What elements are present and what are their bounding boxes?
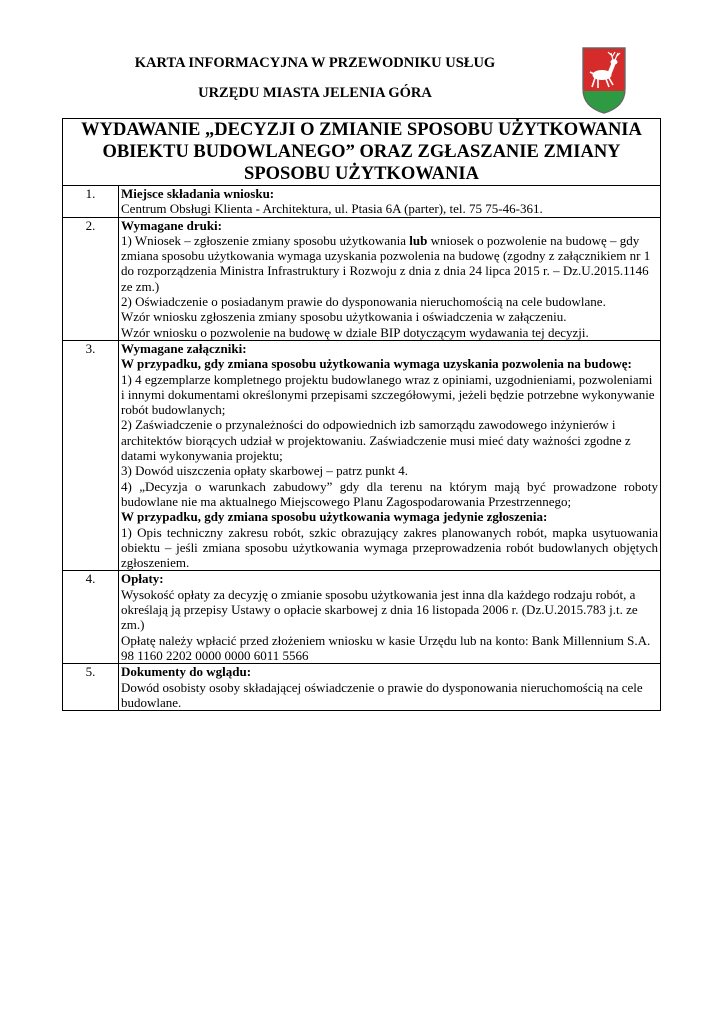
row-text: 4) „Decyzja o warunkach zabudowy” gdy dla terenu na którym mają być prowadzone roboty budowlane nie ma aktualnego Miejscowego Planu Zagospodarowania Przestrzennego;	[121, 478, 658, 509]
row-heading: Miejsce składania wniosku:	[121, 186, 275, 201]
row-heading: Dokumenty do wglądu:	[121, 664, 252, 680]
row-text: Wzór wniosku zgłoszenia zmiany sposobu użytkowania i oświadczenia w załączeniu.	[121, 309, 567, 325]
coat-of-arms-icon	[580, 45, 628, 115]
service-info-table	[62, 118, 661, 711]
row-content	[119, 186, 661, 218]
row-heading: Opłaty:	[121, 571, 164, 587]
row-heading: Wymagane załączniki:	[121, 340, 247, 356]
table-row	[63, 217, 661, 340]
table-row	[63, 340, 661, 570]
table-row	[63, 571, 661, 664]
row-subheading: W przypadku, gdy zmiana sposobu użytkowania wymaga uzyskania pozwolenia na budowę:	[121, 356, 632, 372]
row-number: 3.	[63, 340, 119, 570]
row-heading: Wymagane druki:	[121, 217, 222, 233]
row-text: Opłatę należy wpłacić przed złożeniem wniosku w kasie Urzędu lub na konto: Bank Millennium S.A. 98 1160 2202 0000 0000 6011 5566	[121, 632, 651, 663]
document-title: WYDAWANIE „DECYZJI O ZMIANIE SPOSOBU UŻYTKOWANIA OBIEKTU BUDOWLANEGO” ORAZ ZGŁASZANIE ZMIANY SPOSOBU UŻYTKOWANIA	[63, 119, 661, 186]
row-text: Wysokość opłaty za decyzję o zmianie sposobu użytkowania jest inna dla każdego rodzaju robót, a określają ją przepisy Ustawy o opłacie skarbowej z dnia 16 listopada 2006 r. (Dz.U.2015.783 j.t. ze zm.)	[121, 586, 638, 633]
text-fragment: wniosek o pozwolenie na budowę – gdy zmiana sposobu użytkowania wymaga uzyskania pozwolenia na budowę (zgodny z załącznikiem nr 1 do rozporządzenia Ministra Infrastruktury i Rozwoju z dnia z dnia 24 lipca 2015 r. – Dz.U.2015.1146 ze zm.)	[121, 232, 651, 294]
row-text: 3) Dowód uiszczenia opłaty skarbowej – patrz punkt 4.	[121, 463, 409, 479]
row-text: Centrum Obsługi Klienta - Architektura, ul. Ptasia 6A (parter), tel. 75 75-46-361.	[121, 201, 543, 217]
row-number: 4.	[63, 571, 119, 664]
row-text: Wzór wniosku o pozwolenie na budowę w dziale BIP dotyczącym wydawania tej decyzji.	[121, 324, 589, 340]
row-text: Dowód osobisty osoby składającej oświadczenie o prawie do dysponowania nieruchomością na cele budowlane.	[121, 679, 643, 710]
row-content	[119, 571, 661, 664]
row-text: 1) Opis techniczny zakresu robót, szkic obrazujący zakres planowanych robót, mapka usytuowania obiektu – jeśli zmiana sposobu użytkowania wymaga przeprowadzenia robót budowlanych objętych zgłoszeniem.	[121, 524, 658, 571]
text-fragment: 1) Wniosek – zgłoszenie zmiany sposobu użytkowania	[121, 232, 410, 248]
row-number: 5.	[63, 664, 119, 711]
text-emphasis: lub	[409, 232, 428, 248]
row-number: 1.	[63, 186, 119, 218]
table-row	[63, 664, 661, 711]
row-content	[119, 340, 661, 570]
header-line-1: KARTA INFORMACYJNA W PRZEWODNIKU USŁUG	[134, 55, 496, 71]
row-text: 2) Zaświadczenie o przynależności do odpowiednich izb samorządu zawodowego inżynierów i architektów biorących udział w projektowaniu. Zaświadczenie musi mieć daty ważności zgodne z datami wykonywania projektu;	[121, 417, 631, 464]
row-content	[119, 217, 661, 340]
header-line-2: URZĘDU MIASTA JELENIA GÓRA	[198, 85, 432, 101]
row-text: 2) Oświadczenie o posiadanym prawie do dysponowania nieruchomością na cele budowlane.	[121, 294, 606, 310]
row-subheading: W przypadku, gdy zmiana sposobu użytkowania wymaga jedynie zgłoszenia:	[121, 509, 548, 525]
title-row	[63, 119, 661, 186]
table-row	[63, 186, 661, 218]
row-text: 1) 4 egzemplarze kompletnego projektu budowlanego wraz z opiniami, uzgodnieniami, pozwoleniami i innymi dokumentami określonymi przepisami szczegółowymi, jeżeli będzie potrzebne wykonywanie robót budowlanych;	[121, 371, 655, 418]
row-text	[121, 233, 658, 294]
row-number: 2.	[63, 217, 119, 340]
row-content	[119, 664, 661, 711]
